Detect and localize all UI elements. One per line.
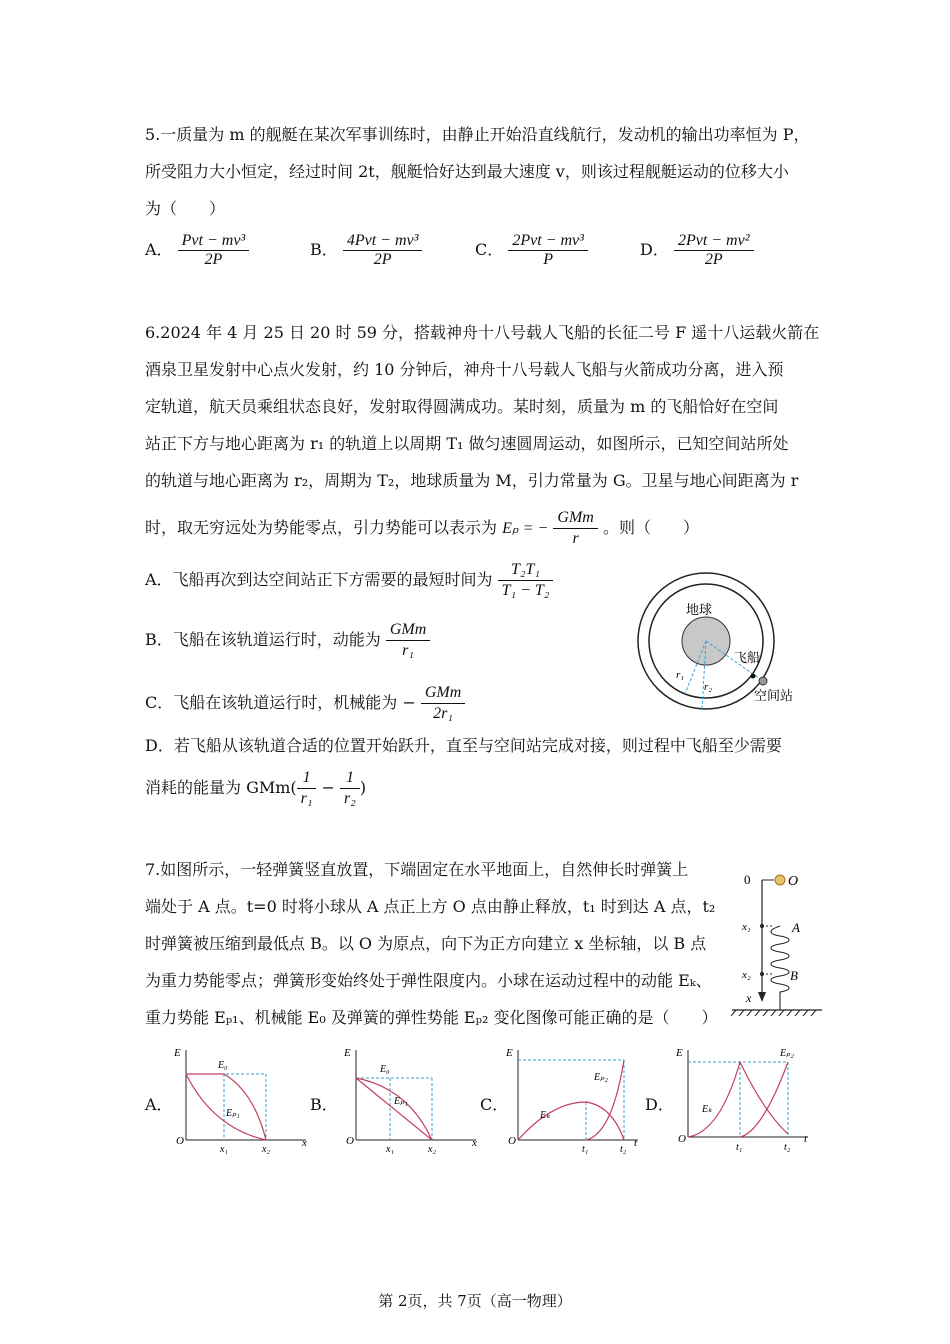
r2-label: r₂ [704, 681, 713, 693]
frac-numerator: GMm [386, 620, 430, 641]
x2-label: x₂ [742, 969, 751, 981]
orbit-figure [630, 570, 810, 720]
q6-line6 [145, 508, 699, 549]
ek-label: Eₖ [540, 1110, 551, 1121]
option-text: A．飞船再次到达空间站正下方需要的最短时间为 [145, 570, 493, 589]
ground-hatch [731, 1010, 816, 1016]
frac-denominator: 2r₁ [433, 705, 453, 722]
frac-numerator: 2Pvt − mv³ [508, 232, 588, 251]
q5-option-c [475, 232, 588, 269]
graph-c [500, 1042, 645, 1157]
q6-line4: 站正下方与地心距离为 r₁ 的轨道上以周期 T₁ 做匀速圆周运动，如图所示，已知空间站所处 [145, 434, 789, 453]
earth-label: 地球 [686, 602, 713, 617]
option-text: B．飞船在该轨道运行时，动能为 [145, 630, 381, 649]
o-label: O [788, 874, 799, 889]
q5-option-b [310, 232, 422, 269]
q6-option-d-line2 [145, 768, 366, 809]
t-label: t [634, 1137, 638, 1149]
x2-label: x₂ [428, 1144, 436, 1155]
minus: − [316, 778, 341, 797]
ep1-label: Eₚ₁ [226, 1108, 240, 1119]
q5-line3: 为（ ） [145, 199, 226, 218]
spring-coil [771, 926, 789, 1010]
graph-a [168, 1042, 313, 1157]
b-label: B [790, 968, 798, 983]
station-dot [759, 677, 767, 685]
frac-numerator: 4Pvt − mv³ [343, 232, 423, 251]
graph-option-b-label: B． [310, 1095, 338, 1114]
t2-label: t₂ [784, 1142, 791, 1153]
q5-line2: 所受阻力大小恒定，经过时间 2t，舰艇恰好达到最大速度 v，则该过程舰艇运动的位移大小 [145, 162, 789, 181]
e0-curve [186, 1074, 266, 1140]
graph-d [670, 1042, 815, 1157]
option-label: A． [145, 240, 173, 259]
graph-option-a-label: A． [145, 1095, 173, 1114]
q6-option-b [145, 620, 430, 661]
ep1-line [356, 1078, 432, 1140]
spring-figure [728, 868, 828, 1026]
graph-b [338, 1042, 483, 1157]
e-label: E [174, 1047, 181, 1059]
frac-numerator: 1 [297, 768, 317, 789]
option-text: 消耗的能量为 GMm( [145, 778, 297, 797]
frac-numerator: GMm [553, 508, 597, 529]
option-label: B． [310, 240, 338, 259]
q6-line5: 的轨道与地心距离为 r₂，周期为 T₂，地球质量为 M，引力常量为 G。卫星与地心间距离为 r [145, 471, 799, 490]
zero-label: 0 [744, 872, 751, 887]
r1-label: r₁ [676, 669, 685, 681]
text: 。则（ ） [602, 518, 699, 537]
o-label: O [678, 1133, 686, 1145]
frac-denominator: r₁ [300, 790, 313, 807]
e0-label: E₀ [380, 1064, 390, 1075]
t1-label: t₁ [736, 1142, 743, 1153]
q6-line3: 定轨道，航天员乘组状态良好，发射取得圆满成功。某时刻，质量为 m 的飞船恰好在空间 [145, 397, 779, 416]
x-label: x [746, 991, 752, 1005]
o-label: O [176, 1135, 184, 1147]
frac-numerator: GMm [421, 683, 465, 704]
station-label: 空间站 [754, 688, 794, 703]
q5-option-a [145, 232, 249, 269]
frac-numerator: Pvt − mv³ [178, 232, 250, 251]
ep2-label: Eₚ₂ [780, 1048, 794, 1059]
frac-denominator: r [572, 530, 579, 547]
frac-numerator: 2Pvt − mv² [674, 232, 754, 251]
e-label: E [506, 1047, 513, 1059]
o-label: O [508, 1135, 516, 1147]
x1-label: x₁ [742, 921, 751, 933]
ep2-label: Eₚ₂ [594, 1072, 608, 1083]
ep2-curve [740, 1062, 788, 1137]
t-label: t [804, 1133, 808, 1145]
ek-curve [518, 1102, 624, 1140]
frac-denominator: r₂ [344, 790, 356, 807]
q7-line5: 重力势能 Eₚ₁、机械能 E₀ 及弹簧的弹性势能 Eₚ₂ 变化图像可能正确的是（ ） [145, 1008, 718, 1027]
q7-line4: 为重力势能零点；弹簧形变始终处于弹性限度内。小球在运动过程中的动能 Eₖ、 [145, 971, 712, 990]
frac-denominator: 2P [204, 251, 223, 268]
x1-label: x₁ [386, 1144, 394, 1155]
q7-line3: 时弹簧被压缩到最低点 B。以 O 为原点，向下为正方向建立 x 坐标轴，以 B 点 [145, 934, 707, 953]
q6-option-d-line1: D．若飞船从该轨道合适的位置开始跃升，直至与空间站完成对接，则过程中飞船至少需要 [145, 736, 782, 755]
ball [775, 875, 785, 885]
x1-label: x₁ [220, 1144, 228, 1155]
q5-line1: 5.一质量为 m 的舰艇在某次军事训练时，由静止开始沿直线航行，发动机的输出功率恒为 P， [145, 125, 810, 144]
e0-label: E₀ [218, 1060, 228, 1071]
page-footer: 第 2页，共 7页（高一物理） [378, 1292, 572, 1310]
q6-option-c [145, 683, 465, 724]
ek-curve [688, 1062, 788, 1137]
x2-dot [760, 972, 764, 976]
graph-option-d-label: D． [645, 1095, 674, 1114]
frac-numerator: 1 [340, 768, 360, 789]
t1-label: t₁ [582, 1144, 589, 1155]
x1-dot [760, 924, 764, 928]
x2-label: x₂ [262, 1144, 270, 1155]
q6-line2: 酒泉卫星发射中心点火发射，约 10 分钟后，神舟十八号载人飞船与火箭成功分离，进入预 [145, 360, 784, 379]
ship-label: 飞船 [734, 650, 761, 665]
t2-label: t₂ [620, 1144, 627, 1155]
x-label: x [472, 1137, 477, 1149]
frac-denominator: 2P [373, 251, 392, 268]
paren: ) [359, 778, 367, 797]
x-label: x [302, 1137, 307, 1149]
q6-line1: 6.2024 年 4 月 25 日 20 时 59 分，搭载神舟十八号载人飞船的长征二号 F 遥十八运载火箭在 [145, 323, 820, 342]
frac-denominator: P [543, 251, 554, 268]
option-text: C．飞船在该轨道运行时，机械能为 − [145, 693, 416, 712]
q7-line2: 端处于 A 点。t=0 时将小球从 A 点正上方 O 点由静止释放，t₁ 时到达 A 点，t₂ [145, 897, 716, 916]
frac-numerator: T₂T₁ [498, 560, 554, 581]
e-label: E [676, 1047, 683, 1059]
q5-option-d [640, 232, 754, 269]
ep-label: Eₚ = − [502, 520, 549, 537]
option-label: C． [475, 240, 504, 259]
graph-option-c-label: C． [480, 1095, 509, 1114]
ek-label: Eₖ [702, 1104, 713, 1115]
text: 时，取无穷远处为势能零点，引力势能可以表示为 [145, 518, 498, 537]
q6-option-a [145, 560, 553, 601]
a-label: A [792, 920, 800, 935]
ship-dot [751, 674, 756, 679]
o-label: O [346, 1135, 354, 1147]
x-axis-arrow [758, 992, 766, 1002]
q7-line1: 7.如图所示，一轻弹簧竖直放置，下端固定在水平地面上，自然伸长时弹簧上 [145, 860, 689, 879]
frac-denominator: r₁ [402, 642, 414, 659]
ep1-label: Eₚ₁ [394, 1096, 408, 1107]
option-label: D． [640, 240, 669, 259]
frac-denominator: T₁ − T₂ [501, 582, 550, 599]
e-label: E [344, 1047, 351, 1059]
frac-denominator: 2P [704, 251, 723, 268]
